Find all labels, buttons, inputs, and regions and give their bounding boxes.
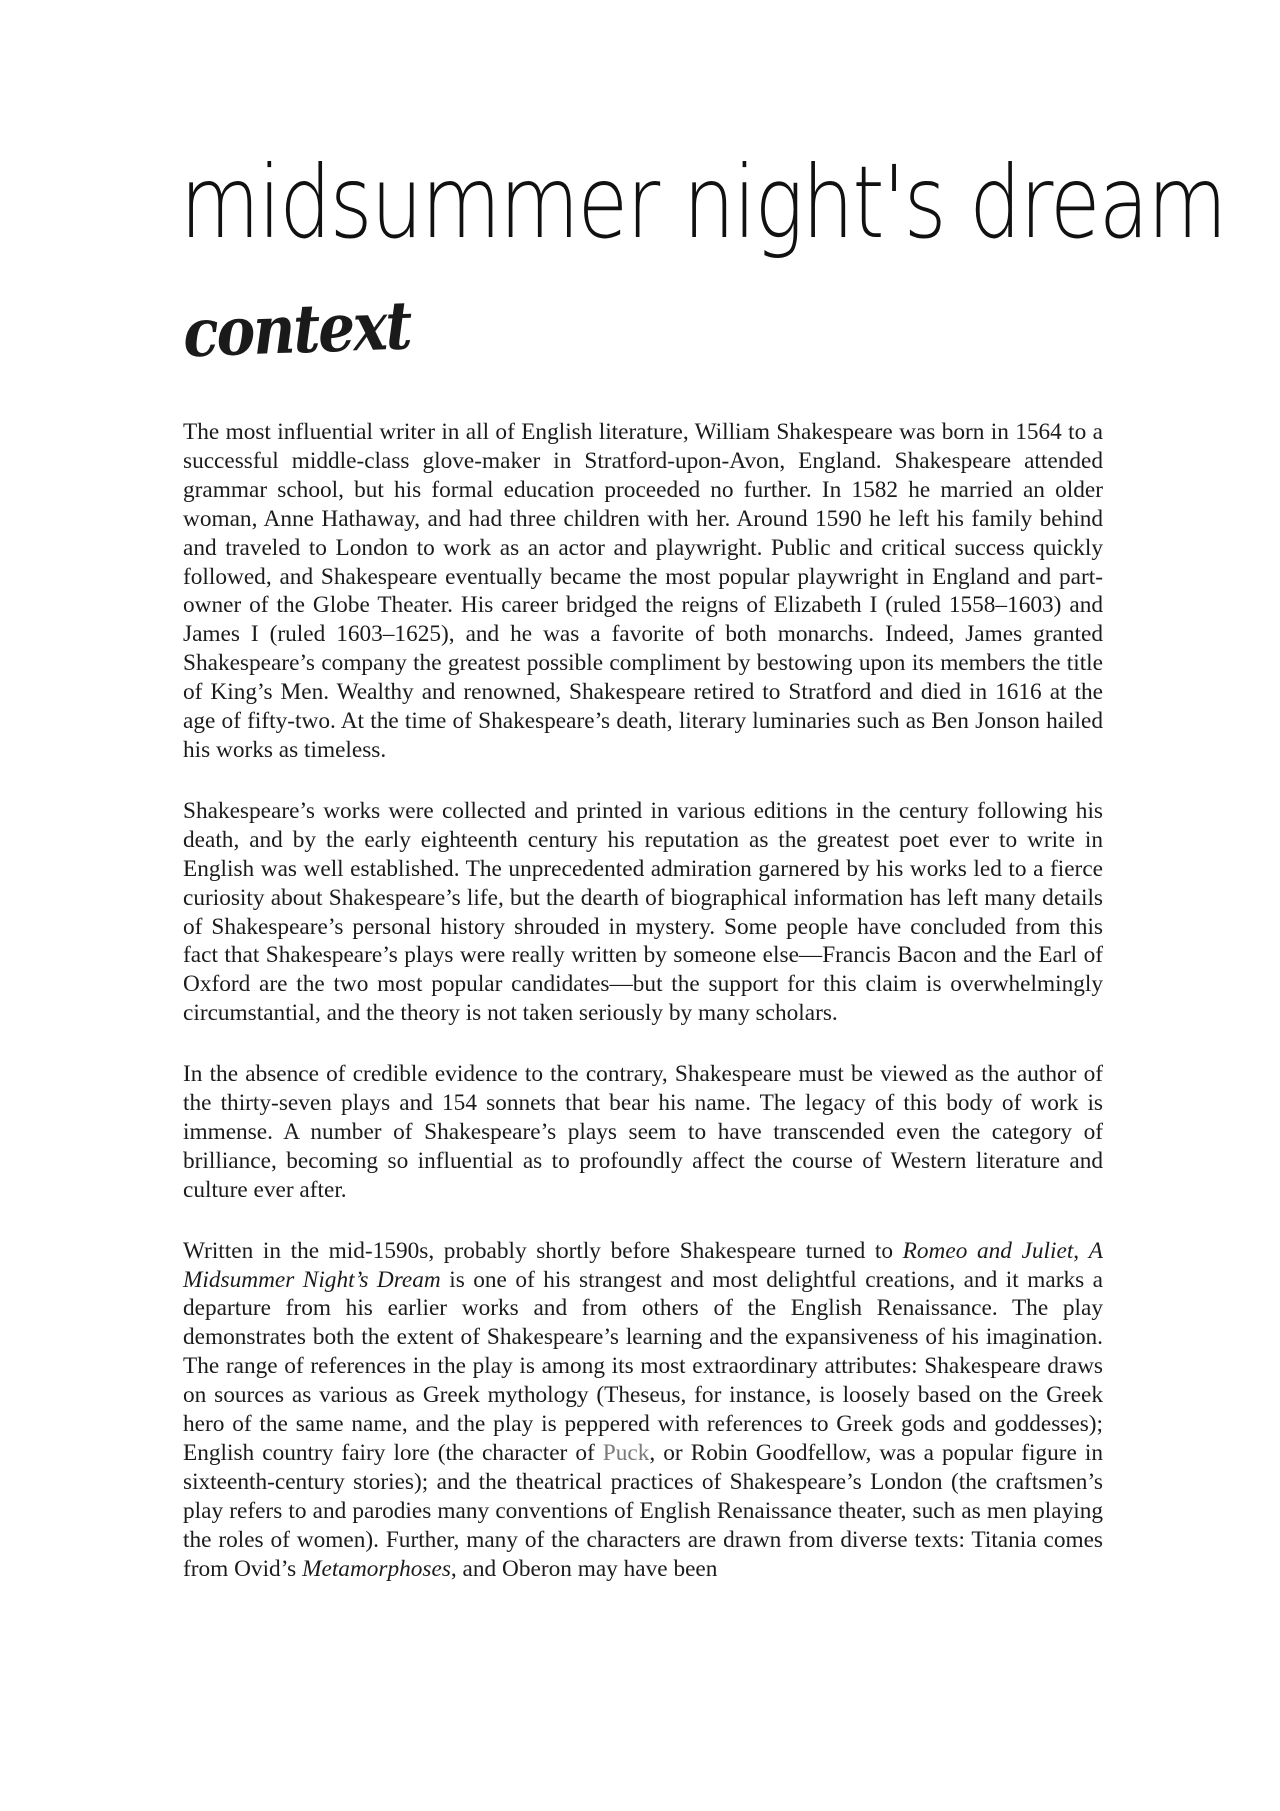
- paragraph-4-text-b: ,: [1073, 1237, 1089, 1264]
- paragraph-3: In the absence of credible evidence to the contrary, Shakespeare must be viewed as the author of the thirty-seven plays and 154 sonnets that bear his name. The legacy of this body of work is immense. A number of Shakespeare’s plays seem to have transcended even the category of brilliance, becoming so influential as to profoundly affect the course of Western literature and culture ever after.: [183, 1061, 1103, 1203]
- title-metamorphoses: Metamorphoses: [302, 1555, 451, 1582]
- title-midsummer-nights-dream: A Midsummer Night’s Dream: [183, 1237, 1103, 1293]
- paragraph-4-text-a: Written in the mid-1590s, probably shortly before Shakespeare turned to: [183, 1237, 903, 1264]
- section-heading: context: [181, 286, 412, 373]
- paragraph-4: [183, 1237, 1103, 1584]
- paragraph-4-text-c: is one of his strangest and most delightful creations, and it marks a departure from his earlier works and from others of the English Renaissance. The play demonstrates both the extent of Shakespeare’s learning and the expansiveness of his imagination. The range of references in the play is among its most extraordinary attributes: Shakespeare draws on sources as various as Greek mythology (Theseus, for instance, is loosely based on the Greek hero of the same name, and the play is peppered with references to Greek gods and goddesses); English country fairy lore (the character of: [183, 1266, 1103, 1466]
- puck-link[interactable]: Puck: [602, 1440, 650, 1466]
- paragraph-2: Shakespeare’s works were collected and printed in various editions in the century following his death, and by the early eighteenth century his reputation as the greatest poet ever to write in English was well established. The unprecedented admiration garnered by his works led to a fierce curiosity about Shakespeare’s life, but the dearth of biographical information has left many details of Shakespeare’s personal history shrouded in mystery. Some people have concluded from this fact that Shakespeare’s plays were really written by someone else—Francis Bacon and the Earl of Oxford are the two most popular candidates—but the support for this claim is overwhelmingly circumstantial, and the theory is not taken seriously by many scholars.: [183, 797, 1103, 1027]
- title-romeo-and-juliet: Romeo and Juliet: [902, 1237, 1074, 1264]
- paragraph-1: The most influential writer in all of English literature, William Shakespeare was born in 1564 to a successful middle-class glove-maker in Stratford-upon-Avon, England. Shakespeare attended grammar school, but his formal education proceeded no further. In 1582 he married an older woman, Anne Hathaway, and had three children with her. Around 1590 he left his family behind and traveled to London to work as an actor and playwright. Public and critical success quickly followed, and Shakespeare eventually became the most popular playwright in England and part-owner of the Globe Theater. His career bridged the reigns of Elizabeth I (ruled 1558–1603) and James I (ruled 1603–1625), and he was a favorite of both monarchs. Indeed, James granted Shakespeare’s company the greatest possible compliment by bestowing upon its members the title of King’s Men. Wealthy and renowned, Shakespeare retired to Stratford and died in 1616 at the age of fifty-two. At the time of Shakespeare’s death, literary luminaries such as Ben Jonson hailed his works as timeless.: [183, 419, 1103, 763]
- document-body: [183, 418, 1103, 1584]
- paragraph-4-text-d: , or Robin Goodfellow, was a popular figure in sixteenth-century stories); and the theatrical practices of Shakespeare’s London (the craftsmen’s play refers to and parodies many conventions of English Renaissance theater, such as men playing the roles of women). Further, many of the characters are drawn from diverse texts: Titania comes from Ovid’s: [183, 1440, 1103, 1582]
- paragraph-4-text-e: , and Oberon may have been: [450, 1555, 718, 1582]
- document-title: midsummer night's dream: [180, 144, 1226, 261]
